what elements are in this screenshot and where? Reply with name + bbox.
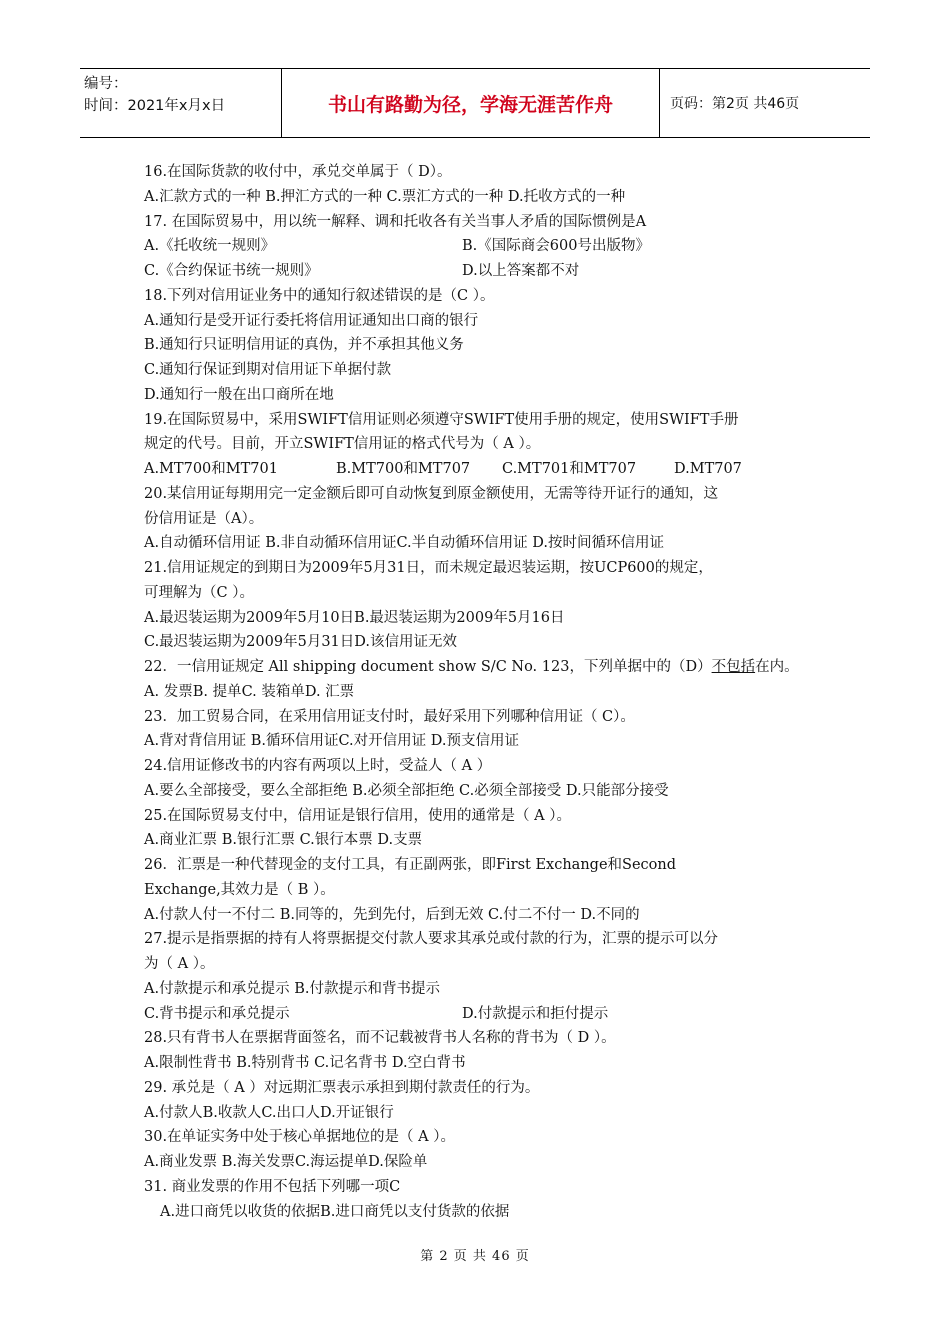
line-text: 31. 商业发票的作用不包括下列哪一项C [144,1178,401,1195]
line-text: 25.在国际贸易支付中，信用证是银行信用，使用的通常是（ A ）。 [144,807,571,824]
text-line [144,383,824,408]
option-item: A.MT700和MT701 [144,461,278,477]
header-page-info: 页码：第2页 共46页 [670,96,800,112]
doc-date-label: 时间：2021年x月x日 [84,98,226,114]
line-text: A.通知行是受开证行委托将信用证通知出口商的银行 [144,312,479,329]
line-text: 17. 在国际贸易中，用以统一解释、调和托收各有关当事人矛盾的国际惯例是A [144,213,647,230]
underlined-text: 不包括 [711,659,756,675]
line-text: A. 发票B. 提单C. 装箱单D. 汇票 [144,683,355,700]
line-text: A.付款提示和承兑提示 B.付款提示和背书提示 [144,980,440,997]
document-body [144,160,824,1224]
line-text: 30.在单证实务中处于核心单据地位的是（ A ）。 [144,1129,455,1146]
text-line [144,804,824,829]
text-line [144,680,824,705]
line-text: Exchange,其效力是（ B ）。 [144,881,335,898]
text-line [144,606,824,631]
option-right: D.付款提示和拒付提示 [462,1005,609,1022]
line-text: 19.在国际贸易中，采用SWIFT信用证则必须遵守SWIFT使用手册的规定，使用SWIFT手册 [144,411,739,428]
line-text: A.要么全部接受，要么全部拒绝 B.必须全部拒绝 C.必须全部接受 D.只能部分接受 [144,782,669,799]
text-line [144,655,824,680]
header-motto: 书山有路勤为径，学海无涯苦作舟 [282,69,660,137]
text-line [144,432,824,457]
line-text: 份信用证是（A）。 [144,510,264,527]
text-line [144,185,824,210]
text-line [144,853,824,878]
text-line [144,531,824,556]
page-header [80,68,870,138]
text-line [144,1076,824,1101]
line-text: A.付款人B.收款人C.出口人D.开证银行 [144,1104,394,1121]
page-footer [0,1245,950,1264]
text-line [144,309,824,334]
text-line [144,234,824,259]
text-line [144,903,824,928]
footer-page-number: 第 2 页 共 46 页 [420,1249,530,1264]
line-text: A.商业汇票 B.银行汇票 C.银行本票 D.支票 [144,832,423,849]
option-item: D.MT707 [674,461,742,477]
text-line [144,1051,824,1076]
text-line [144,556,824,581]
text-line [144,1101,824,1126]
text-line [144,482,824,507]
line-text: A.最迟装运期为2009年5月10日B.最迟装运期为2009年5月16日 [144,609,565,626]
line-text: 23．加工贸易合同，在采用信用证支付时，最好采用下列哪种信用证（ C）。 [144,708,635,725]
line-text: A.进口商凭以收货的依据B.进口商凭以支付货款的依据 [160,1203,510,1220]
header-meta [80,69,282,137]
line-text: 24.信用证修改书的内容有两项以上时，受益人（ A ） [144,758,492,774]
text-line [144,927,824,952]
option-item: C.MT701和MT707 [502,461,637,477]
line-text: 21.信用证规定的到期日为2009年5月31日，而未规定最迟装运期，按UCP600的规定， [144,560,713,576]
text-line [144,457,824,482]
text-line [144,259,824,284]
text-line [144,210,824,235]
line-text: 可理解为（C ）。 [144,584,254,601]
text-line [144,630,824,655]
line-text: 16.在国际货款的收付中，承兑交单属于（ D）。 [144,164,452,180]
option-right: B.《国际商会600号出版物》 [462,238,650,255]
line-text: B.通知行只证明信用证的真伪，并不承担其他义务 [144,337,464,354]
line-text: 为（ A ）。 [144,956,215,972]
line-text: 18.下列对信用证业务中的通知行叙述错误的是（C ）。 [144,287,495,304]
option-item: B.MT700和MT707 [336,461,471,477]
text-line [144,507,824,532]
text-line [144,358,824,383]
text-line [144,1002,824,1027]
text-line [144,952,824,977]
text-line [144,1175,824,1200]
option-right: D.以上答案都不对 [462,263,580,279]
text-line [144,1150,824,1175]
line-text: 27.提示是指票据的持有人将票据提交付款人要求其承兑或付款的行为，汇票的提示可以分 [144,931,719,948]
line-text: D.通知行一般在出口商所在地 [144,386,334,403]
text-line [144,729,824,754]
line-text: 规定的代号。目前，开立SWIFT信用证的格式代号为（ A ）。 [144,436,541,453]
line-text: 20.某信用证每期用完一定金额后即可自动恢复到原金额使用，无需等待开证行的通知，这 [144,485,719,502]
line-text: 29. 承兑是（ A ）对远期汇票表示承担到期付款责任的行为。 [144,1079,540,1096]
line-text: 28.只有背书人在票据背面签名，而不记载被背书人名称的背书为（ D ）。 [144,1030,616,1047]
line-text: 26．汇票是一种代替现金的支付工具，有正副两张，即First Exchange和Second [144,857,677,873]
text-line [144,1200,824,1225]
text-line [144,754,824,779]
text-line [144,1125,824,1150]
text-line [144,977,824,1002]
option-left: A.《托收统一规则》 [144,238,276,255]
text-line [144,705,824,730]
text-line [144,581,824,606]
line-text: C.通知行保证到期对信用证下单据付款 [144,362,392,378]
line-text: A.付款人付一不付二 B.同等的，先到先付，后到无效 C.付二不付一 D.不同的 [144,906,640,923]
line-text: A.限制性背书 B.特别背书 C.记名背书 D.空白背书 [144,1055,466,1071]
option-left: C.背书提示和承兑提示 [144,1005,290,1022]
line-text: A.背对背信用证 B.循环信用证C.对开信用证 D.预支信用证 [144,733,519,750]
line-text: C.最迟装运期为2009年5月31日D.该信用证无效 [144,634,457,651]
option-left: C.《合约保证书统一规则》 [144,263,319,279]
text-line [144,284,824,309]
line-text-tail: 在内。 [755,659,799,675]
line-text: A.自动循环信用证 B.非自动循环信用证C.半自动循环信用证 D.按时间循环信用证 [144,535,664,552]
text-line [144,160,824,185]
text-line [144,1026,824,1051]
doc-number-label: 编号： [84,76,128,92]
text-line [144,828,824,853]
line-text: A.汇款方式的一种 B.押汇方式的一种 C.票汇方式的一种 D.托收方式的一种 [144,188,626,205]
text-line [144,408,824,433]
line-text: 22．一信用证规定 All shipping document show S/C No. 123，下列单据中的（D） [144,659,712,675]
text-line [144,779,824,804]
text-line [144,333,824,358]
text-line [144,878,824,903]
line-text: A.商业发票 B.海关发票C.海运提单D.保险单 [144,1154,428,1170]
